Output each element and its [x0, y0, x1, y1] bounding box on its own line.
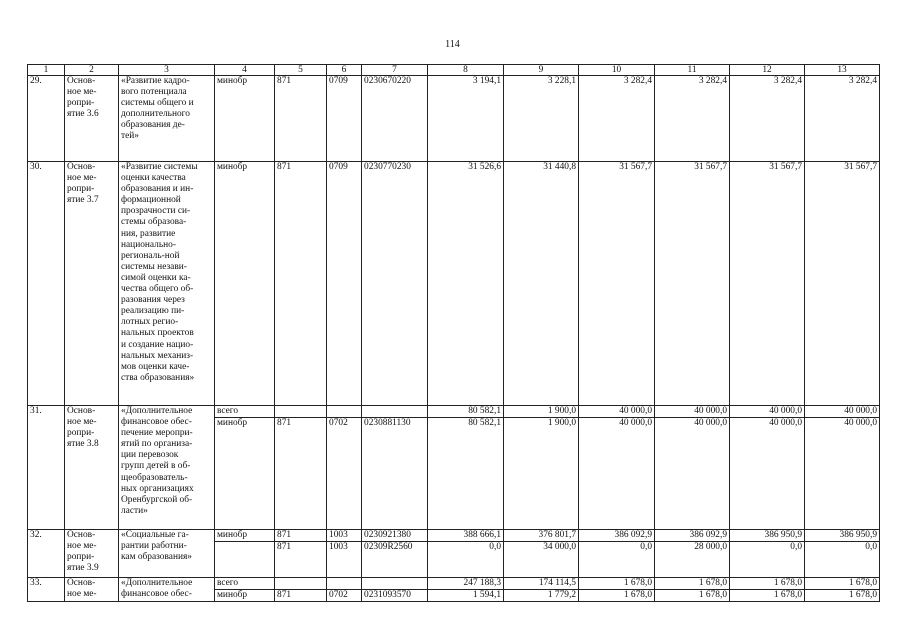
- grbs-code-cell: 871: [275, 590, 327, 602]
- amount-cell-12: 1 678,0: [730, 590, 805, 602]
- amount-cell-8: 247 188,3: [428, 578, 504, 590]
- table-row: [28, 578, 880, 590]
- amount-cell-11: 31 567,7: [655, 162, 730, 406]
- amount-cell-10: 3 282,4: [579, 76, 655, 162]
- grbs-code-cell: 871: [275, 542, 327, 578]
- section-code-cell: 0709: [327, 76, 362, 162]
- table-row: [28, 76, 880, 162]
- section-code-cell: 0709: [327, 162, 362, 406]
- column-header-1: 1: [28, 65, 65, 76]
- target-article-cell: 02309R2560: [362, 542, 428, 578]
- column-header-7: 7: [362, 65, 428, 76]
- amount-cell-11: 386 092,9: [655, 530, 730, 542]
- section-code-cell: [327, 578, 362, 590]
- grbs-code-cell: 871: [275, 418, 327, 530]
- grbs-code-cell: 871: [275, 530, 327, 542]
- target-article-cell: 0231093570: [362, 590, 428, 602]
- executor-cell: минобр: [215, 76, 275, 162]
- event-title-cell: «Развитие системы оценки качества образования и ин- формационной прозрачности си- стемы образова- ния, развитие национально- региональ-ной системы незави- симой оценки ка- чества общего об- разования через реализацию пи- лотных регио- нальных проектов и создание нацио- нальных механиз- мов оценки каче- ства образования»: [119, 162, 215, 406]
- amount-cell-9: 1 900,0: [504, 418, 579, 530]
- amount-cell-10: 31 567,7: [579, 162, 655, 406]
- amount-cell-9: 376 801,7: [504, 530, 579, 542]
- table-row: [28, 406, 880, 418]
- amount-cell-8: 80 582,1: [428, 406, 504, 418]
- executor-cell: минобр: [215, 418, 275, 530]
- amount-cell-9: 3 228,1: [504, 76, 579, 162]
- amount-cell-9: 34 000,0: [504, 542, 579, 578]
- column-header-3: 3: [119, 65, 215, 76]
- event-code-cell: Основ- ное ме- ропри- ятие 3.9: [65, 530, 119, 578]
- amount-cell-12: 1 678,0: [730, 578, 805, 590]
- amount-cell-11: 28 000,0: [655, 542, 730, 578]
- amount-cell-10: 0,0: [579, 542, 655, 578]
- amount-cell-8: 80 582,1: [428, 418, 504, 530]
- amount-cell-8: 3 194,1: [428, 76, 504, 162]
- section-code-cell: 1003: [327, 530, 362, 542]
- row-number-cell: 33.: [28, 578, 65, 602]
- row-number-cell: 29.: [28, 76, 65, 162]
- amount-cell-9: 1 900,0: [504, 406, 579, 418]
- event-code-cell: Основ- ное ме- ропри- ятие 3.7: [65, 162, 119, 406]
- row-number-cell: 30.: [28, 162, 65, 406]
- column-header-10: 10: [579, 65, 655, 76]
- amount-cell-11: 3 282,4: [655, 76, 730, 162]
- amount-cell-11: 40 000,0: [655, 406, 730, 418]
- amount-cell-12: 386 950,9: [730, 530, 805, 542]
- amount-cell-12: 40 000,0: [730, 406, 805, 418]
- event-title-cell: «Дополнительное финансовое обес-: [119, 578, 215, 602]
- event-title-cell: «Развитие кадро- вого потенциала системы общего и дополнительного образования де- тей»: [119, 76, 215, 162]
- amount-cell-13: 40 000,0: [805, 418, 880, 530]
- target-article-cell: [362, 578, 428, 590]
- executor-cell: всего: [215, 578, 275, 590]
- header-row: [28, 65, 880, 76]
- budget-table: [27, 64, 880, 602]
- amount-cell-11: 1 678,0: [655, 590, 730, 602]
- executor-cell: минобр: [215, 530, 275, 542]
- target-article-cell: 0230881130: [362, 418, 428, 530]
- event-title-cell: «Социальные га- рантии работни- кам образования»: [119, 530, 215, 578]
- executor-cell: минобр: [215, 590, 275, 602]
- column-header-11: 11: [655, 65, 730, 76]
- amount-cell-13: 40 000,0: [805, 406, 880, 418]
- page-number: 114: [445, 39, 460, 50]
- grbs-code-cell: [275, 406, 327, 418]
- grbs-code-cell: 871: [275, 76, 327, 162]
- amount-cell-10: 1 678,0: [579, 578, 655, 590]
- amount-cell-13: 386 950,9: [805, 530, 880, 542]
- amount-cell-8: 31 526,6: [428, 162, 504, 406]
- section-code-cell: [327, 406, 362, 418]
- event-code-cell: Основ- ное ме- ропри- ятие 3.6: [65, 76, 119, 162]
- column-header-8: 8: [428, 65, 504, 76]
- amount-cell-8: 1 594,1: [428, 590, 504, 602]
- amount-cell-11: 1 678,0: [655, 578, 730, 590]
- executor-cell: всего: [215, 406, 275, 418]
- amount-cell-8: 0,0: [428, 542, 504, 578]
- amount-cell-8: 388 666,1: [428, 530, 504, 542]
- amount-cell-12: 31 567,7: [730, 162, 805, 406]
- target-article-cell: [362, 406, 428, 418]
- amount-cell-13: 3 282,4: [805, 76, 880, 162]
- amount-cell-10: 40 000,0: [579, 406, 655, 418]
- target-article-cell: 0230921380: [362, 530, 428, 542]
- event-code-cell: Основ- ное ме-: [65, 578, 119, 602]
- amount-cell-13: 1 678,0: [805, 590, 880, 602]
- amount-cell-10: 1 678,0: [579, 590, 655, 602]
- amount-cell-13: 0,0: [805, 542, 880, 578]
- table-header: [28, 65, 880, 76]
- amount-cell-11: 40 000,0: [655, 418, 730, 530]
- grbs-code-cell: [275, 578, 327, 590]
- amount-cell-12: 40 000,0: [730, 418, 805, 530]
- amount-cell-9: 174 114,5: [504, 578, 579, 590]
- section-code-cell: 1003: [327, 542, 362, 578]
- amount-cell-12: 0,0: [730, 542, 805, 578]
- column-header-6: 6: [327, 65, 362, 76]
- amount-cell-9: 1 779,2: [504, 590, 579, 602]
- section-code-cell: 0702: [327, 418, 362, 530]
- amount-cell-10: 40 000,0: [579, 418, 655, 530]
- table-row: [28, 162, 880, 406]
- amount-cell-12: 3 282,4: [730, 76, 805, 162]
- executor-cell: минобр: [215, 162, 275, 406]
- column-header-5: 5: [275, 65, 327, 76]
- amount-cell-13: 31 567,7: [805, 162, 880, 406]
- grbs-code-cell: 871: [275, 162, 327, 406]
- column-header-12: 12: [730, 65, 805, 76]
- amount-cell-9: 31 440,8: [504, 162, 579, 406]
- amount-cell-10: 386 092,9: [579, 530, 655, 542]
- table-body: [28, 76, 880, 602]
- column-header-4: 4: [215, 65, 275, 76]
- target-article-cell: 0230670220: [362, 76, 428, 162]
- section-code-cell: 0702: [327, 590, 362, 602]
- column-header-13: 13: [805, 65, 880, 76]
- row-number-cell: 32.: [28, 530, 65, 578]
- event-title-cell: «Дополнительное финансовое обес- печение меропри- ятий по организа- ции перевозок групп детей в об- щеобразователь- ных организациях Оренбургской об- ласти»: [119, 406, 215, 530]
- target-article-cell: 0230770230: [362, 162, 428, 406]
- column-header-2: 2: [65, 65, 119, 76]
- row-number-cell: 31.: [28, 406, 65, 530]
- event-code-cell: Основ- ное ме- ропри- ятие 3.8: [65, 406, 119, 530]
- amount-cell-13: 1 678,0: [805, 578, 880, 590]
- column-header-9: 9: [504, 65, 579, 76]
- executor-cell: [215, 542, 275, 578]
- table-row: [28, 530, 880, 542]
